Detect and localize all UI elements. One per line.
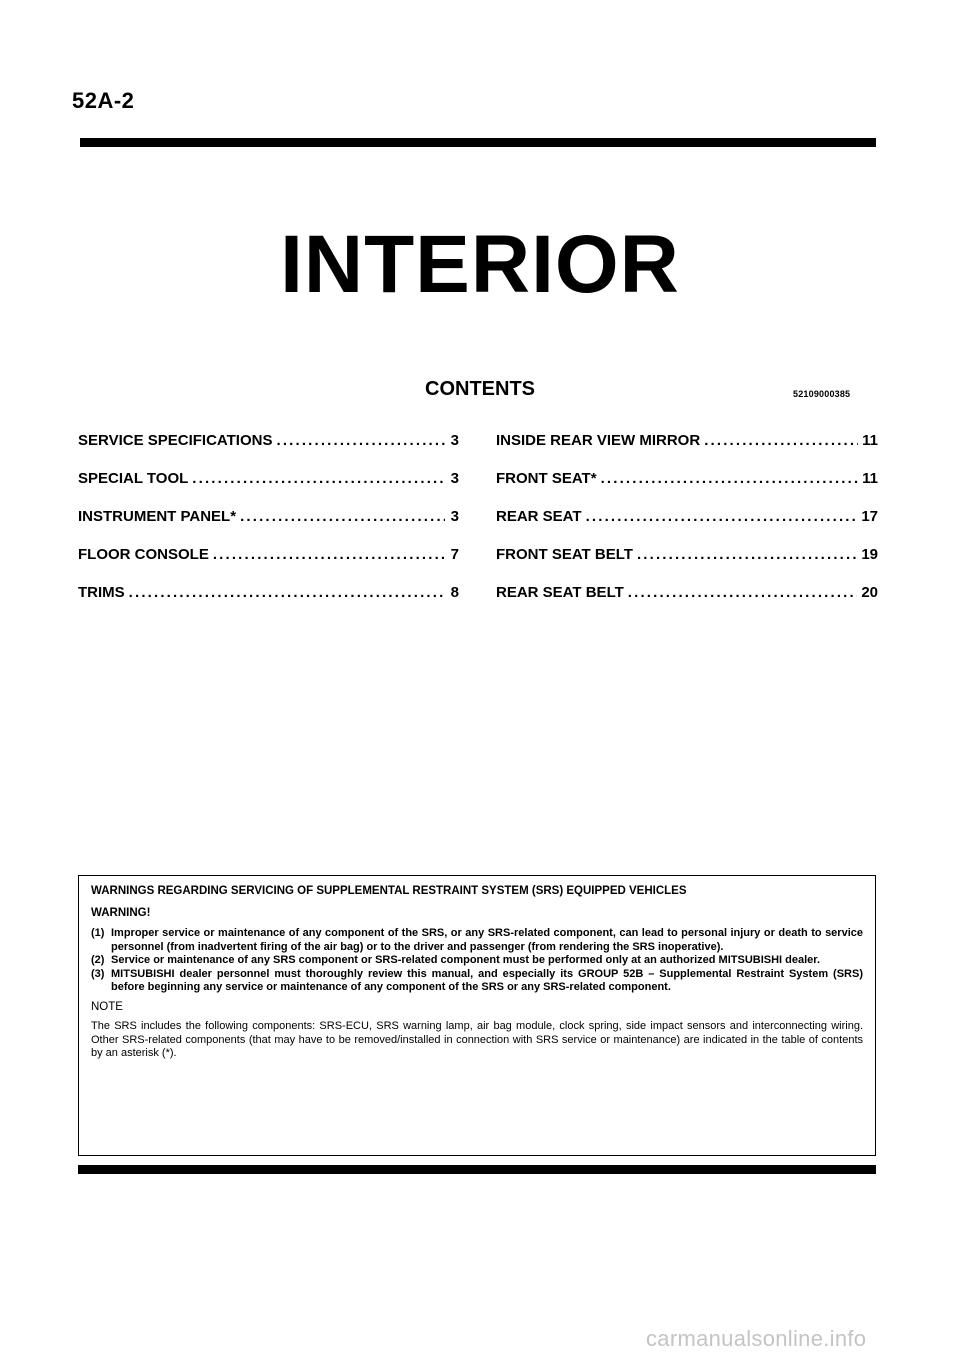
toc-entry-inside-rear-view-mirror[interactable] xyxy=(496,432,878,470)
toc-entry-floor-console[interactable] xyxy=(78,546,459,584)
toc-leader xyxy=(601,470,859,487)
page-title: INTERIOR xyxy=(280,219,680,310)
toc-leader xyxy=(586,508,858,525)
toc-page: 3 xyxy=(450,432,459,449)
toc-leader xyxy=(192,470,445,487)
warning-item-text: Improper service or maintenance of any component of the SRS, or any SRS-related component, can lead to personal injury or death to service personnel (from inadvertent firing of the air bag) or to the driver and passenger (from rendering the SRS inoperative). xyxy=(111,927,863,953)
toc-entry-special-tool[interactable] xyxy=(78,470,459,508)
toc-leader xyxy=(240,508,445,525)
warning-item xyxy=(91,968,863,995)
toc-entry-trims[interactable] xyxy=(78,584,459,622)
warning-box-heading: WARNINGS REGARDING SERVICING OF SUPPLEMENTAL RESTRAINT SYSTEM (SRS) EQUIPPED VEHICLES xyxy=(91,885,687,897)
toc-label: FRONT SEAT* xyxy=(496,470,597,487)
warning-label: WARNING! xyxy=(91,906,151,919)
warning-item-text: MITSUBISHI dealer personnel must thoroughly review this manual, and especially its GROUP 52B – Supplemental Restraint System (SRS) before beginning any service or maintenance of any component of the SRS or any SRS-related component. xyxy=(111,967,863,993)
warning-item xyxy=(91,954,863,968)
toc-page: 17 xyxy=(861,508,878,525)
toc-leader xyxy=(704,432,858,449)
toc-label: REAR SEAT xyxy=(496,508,582,525)
toc-label: SERVICE SPECIFICATIONS xyxy=(78,432,273,449)
top-rule xyxy=(80,138,876,147)
toc-left-column xyxy=(78,432,459,622)
toc-page: 7 xyxy=(450,546,459,563)
warning-item-number: (3) xyxy=(91,967,105,980)
toc-entry-front-seat[interactable] xyxy=(496,470,878,508)
toc-entry-service-specifications[interactable] xyxy=(78,432,459,470)
toc-page: 3 xyxy=(450,508,459,525)
toc-entry-instrument-panel[interactable] xyxy=(78,508,459,546)
toc-label: FLOOR CONSOLE xyxy=(78,546,209,563)
warning-item-number: (2) xyxy=(91,954,105,966)
toc-leader xyxy=(628,584,858,601)
toc-page: 20 xyxy=(861,584,878,601)
document-code: 52109000385 xyxy=(793,389,851,399)
toc-label: TRIMS xyxy=(78,584,125,601)
toc-label: REAR SEAT BELT xyxy=(496,584,624,601)
warning-item-number: (1) xyxy=(91,927,105,939)
warning-item-text: Service or maintenance of any SRS component or SRS-related component must be performed only at an authorized MITSUBISHI dealer. xyxy=(111,954,821,966)
toc-leader xyxy=(637,546,857,563)
toc-page: 3 xyxy=(450,470,459,487)
toc-label: SPECIAL TOOL xyxy=(78,470,189,487)
toc-entry-front-seat-belt[interactable] xyxy=(496,546,878,584)
toc-leader xyxy=(129,584,445,601)
toc-right-column xyxy=(496,432,878,622)
toc-page: 11 xyxy=(862,470,878,487)
warning-item xyxy=(91,927,863,954)
toc-leader xyxy=(276,432,445,449)
toc-page: 8 xyxy=(450,584,459,601)
toc-label: INSIDE REAR VIEW MIRROR xyxy=(496,432,701,449)
contents-heading: CONTENTS xyxy=(425,378,535,400)
note-label: NOTE xyxy=(91,1000,123,1013)
srs-warning-box xyxy=(78,875,876,1156)
toc-entry-rear-seat-belt[interactable] xyxy=(496,584,878,622)
toc-leader xyxy=(213,546,445,563)
watermark: carmanualsonline.info xyxy=(646,1326,867,1351)
toc-entry-rear-seat[interactable] xyxy=(496,508,878,546)
toc-label: INSTRUMENT PANEL* xyxy=(78,508,237,525)
toc-page: 19 xyxy=(861,546,878,563)
toc-label: FRONT SEAT BELT xyxy=(496,546,633,563)
bottom-rule xyxy=(78,1165,876,1174)
toc-page: 11 xyxy=(862,432,878,449)
page-number: 52A-2 xyxy=(72,88,135,113)
note-text: The SRS includes the following components: SRS-ECU, SRS warning lamp, air bag module, clock spring, side impact sensors and interconnecting wiring. Other SRS-related components (that may have to be removed/installed in connection with SRS service or maintenance) are indicated in the table of contents by an asterisk (*). xyxy=(91,1020,863,1059)
